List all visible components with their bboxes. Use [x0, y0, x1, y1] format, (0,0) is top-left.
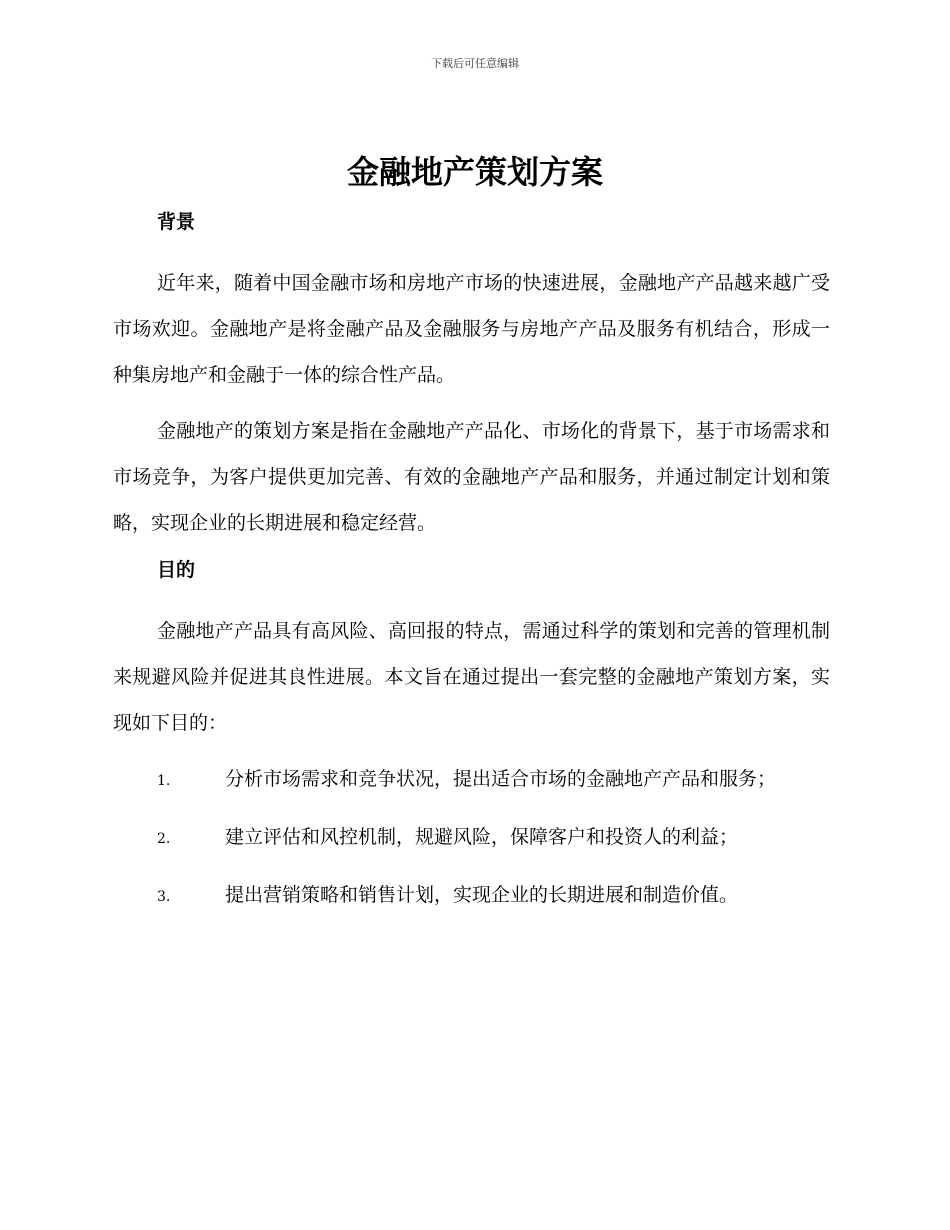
section-heading: 目的	[157, 559, 196, 581]
paragraph: 金融地产产品具有高风险、高回报的特点，需通过科学的策划和完善的管理机制来规避风险并促进其良性进展。本文旨在通过提出一套完整的金融地产策划方案，实现如下目的：	[113, 620, 830, 734]
list-item	[113, 756, 830, 804]
paragraph: 近年来，随着中国金融市场和房地产市场的快速进展，金融地产产品越来越广受市场欢迎。金融地产是将金融产品及金融服务与房地产产品及服务有机结合，形成一种集房地产和金融于一体的综合性产品。	[113, 272, 830, 386]
section-background	[113, 206, 830, 546]
section-heading: 背景	[157, 211, 196, 233]
document-title: 金融地产策划方案	[346, 153, 603, 191]
list-item-number: 1.	[157, 773, 171, 789]
list-item-number: 2.	[157, 831, 171, 847]
list-item-text: 分析市场需求和竞争状况，提出适合市场的金融地产产品和服务；	[225, 768, 777, 790]
list-item-text: 建立评估和风控机制，规避风险，保障客户和投资人的利益；	[225, 826, 739, 848]
paragraph: 金融地产的策划方案是指在金融地产产品化、市场化的背景下，基于市场需求和市场竞争，为客户提供更加完善、有效的金融地产产品和服务，并通过制定计划和策略，实现企业的长期进展和稳定经营。	[113, 420, 830, 534]
list-item	[113, 872, 830, 920]
list-item-number: 3.	[157, 889, 171, 905]
list-item	[113, 814, 830, 862]
document-body	[113, 206, 830, 920]
list-item-text: 提出营销策略和销售计划，实现企业的长期进展和制造价值。	[225, 884, 739, 906]
page-header-note: 下载后可任意编辑	[431, 57, 519, 70]
section-purpose	[113, 554, 830, 920]
numbered-list	[113, 756, 830, 920]
